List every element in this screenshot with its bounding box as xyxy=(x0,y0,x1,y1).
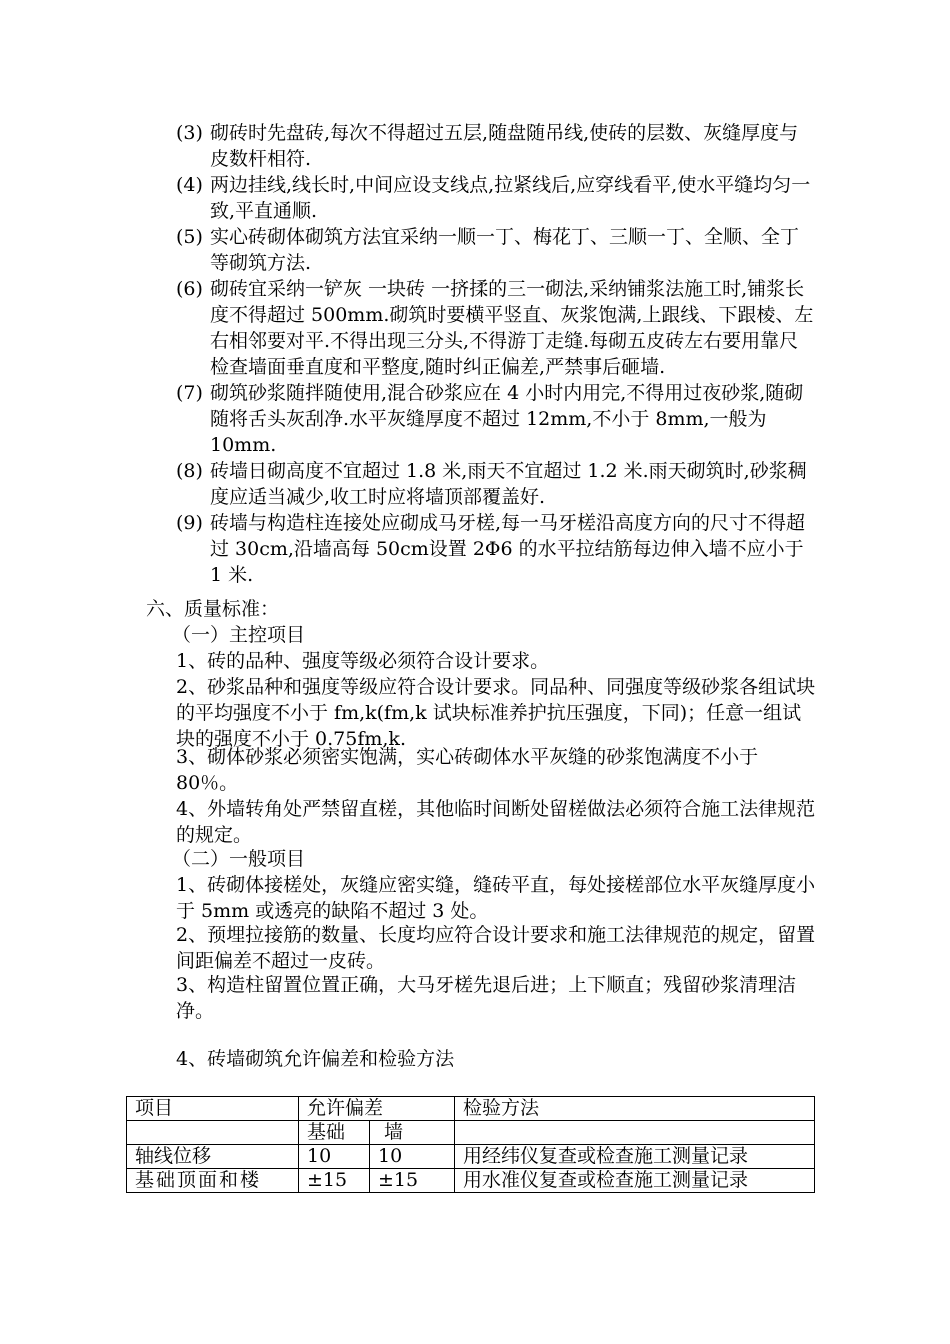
list-item xyxy=(176,120,816,172)
cell-wall: ±15 xyxy=(370,1169,455,1193)
section-title: 六、质量标准： xyxy=(146,598,280,620)
subheader-foundation: 基础 xyxy=(299,1121,370,1145)
paragraph: 3、砌体砂浆必须密实饱满，实心砖砌体水平灰缝的砂浆饱满度不小于 80％。 xyxy=(176,746,759,794)
list-item xyxy=(176,172,816,224)
item-text: 砖墙日砌高度不宜超过 1.8 米,雨天不宜超过 1.2 米.雨天砌筑时,砂浆稠度应适当减少,收工时应将墙顶部覆盖好. xyxy=(210,460,807,508)
cell-method: 用水准仪复查或检查施工测量记录 xyxy=(455,1169,815,1193)
subheader-wall: 墙 xyxy=(370,1121,455,1145)
cell-foundation: 10 xyxy=(299,1145,370,1169)
table-title: 4、砖墙砌筑允许偏差和检验方法 xyxy=(176,1048,455,1070)
item-number: (6) xyxy=(176,278,203,300)
paragraph: 2、砂浆品种和强度等级应符合设计要求。同品种、同强度等级砂浆各组试块的平均强度不小于 fm,k(fm,k 试块标准养护抗压强度，下同)；任意一组试块的强度不小于 0.75fm,k. xyxy=(176,676,816,750)
list-item xyxy=(176,224,816,276)
item-text: 砌砖时先盘砖,每次不得超过五层,随盘随吊线,使砖的层数、灰缝厚度与皮数杆相符. xyxy=(210,122,799,170)
item-number: (8) xyxy=(176,460,203,482)
table-row xyxy=(127,1169,815,1193)
item-number: (7) xyxy=(176,382,203,404)
paragraph: 1、砖砌体接槎处，灰缝应密实缝，缝砖平直，每处接槎部位水平灰缝厚度小于 5mm 或透亮的缺陷不超过 3 处。 xyxy=(176,874,816,922)
item-number: (9) xyxy=(176,512,203,534)
item-text: 砌砖宜采纳一铲灰 一块砖 一挤揉的三一砌法,采纳铺浆法施工时,铺浆长度不得超过 500mm.砌筑时要横平竖直、灰浆饱满,上跟线、下跟棱、左右相邻要对平.不得出现三分头,不得游丁走缝.每砌五皮砖左右要用靠尺检查墙面垂直度和平整度,随时纠正偏差,严禁事后砸墙. xyxy=(210,278,814,378)
item-text: 砖墙与构造柱连接处应砌成马牙槎,每一马牙槎沿高度方向的尺寸不得超过 30cm,沿墙高每 50cm设置 2Φ6 的水平拉结筋每边伸入墙不应小于 1 米. xyxy=(210,512,806,586)
item-text: 两边挂线,线长时,中间应设支线点,拉紧线后,应穿线看平,使水平缝均匀一致,平直通顺. xyxy=(210,174,811,222)
table-row xyxy=(127,1145,815,1169)
item-text: 实心砖砌体砌筑方法宜采纳一顺一丁、梅花丁、三顺一丁、全顺、全丁等砌筑方法. xyxy=(210,226,800,274)
empty-cell xyxy=(127,1121,299,1145)
list-item xyxy=(176,510,816,588)
table-header-row xyxy=(127,1097,815,1121)
paragraph: 2、预埋拉接筋的数量、长度均应符合设计要求和施工法律规范的规定，留置间距偏差不超过一皮砖。 xyxy=(176,924,816,972)
deviation-table xyxy=(126,1096,815,1193)
item-number: (4) xyxy=(176,174,203,196)
item-number: (3) xyxy=(176,122,203,144)
header-method: 检验方法 xyxy=(455,1097,815,1121)
paragraph: 4、外墙转角处严禁留直槎，其他临时间断处留槎做法必须符合施工法律规范的规定。 xyxy=(176,798,816,846)
paragraph: 1、砖的品种、强度等级必须符合设计要求。 xyxy=(176,650,550,672)
list-item xyxy=(176,380,816,458)
paragraph: 3、构造柱留置位置正确，大马牙槎先退后进；上下顺直；残留砂浆清理洁净。 xyxy=(176,974,797,1022)
cell-foundation: ±15 xyxy=(299,1169,370,1193)
list-item xyxy=(176,458,816,510)
general-items-heading: （二）一般项目 xyxy=(172,848,306,870)
cell-item: 基础顶面和楼 xyxy=(127,1169,299,1193)
item-text: 砌筑砂浆随拌随使用,混合砂浆应在 4 小时内用完,不得用过夜砂浆,随砌随将舌头灰刮净.水平灰缝厚度不超过 12mm,不小于 8mm,一般为 10mm. xyxy=(210,382,804,456)
construction-steps-list xyxy=(176,120,816,588)
cell-item: 轴线位移 xyxy=(127,1145,299,1169)
item-number: (5) xyxy=(176,226,203,248)
empty-cell xyxy=(455,1121,815,1145)
header-deviation: 允许偏差 xyxy=(299,1097,455,1121)
list-item xyxy=(176,276,816,380)
cell-wall: 10 xyxy=(370,1145,455,1169)
main-items-heading: （一）主控项目 xyxy=(172,624,306,646)
header-item: 项目 xyxy=(127,1097,299,1121)
cell-method: 用经纬仪复查或检查施工测量记录 xyxy=(455,1145,815,1169)
table-subheader-row xyxy=(127,1121,815,1145)
